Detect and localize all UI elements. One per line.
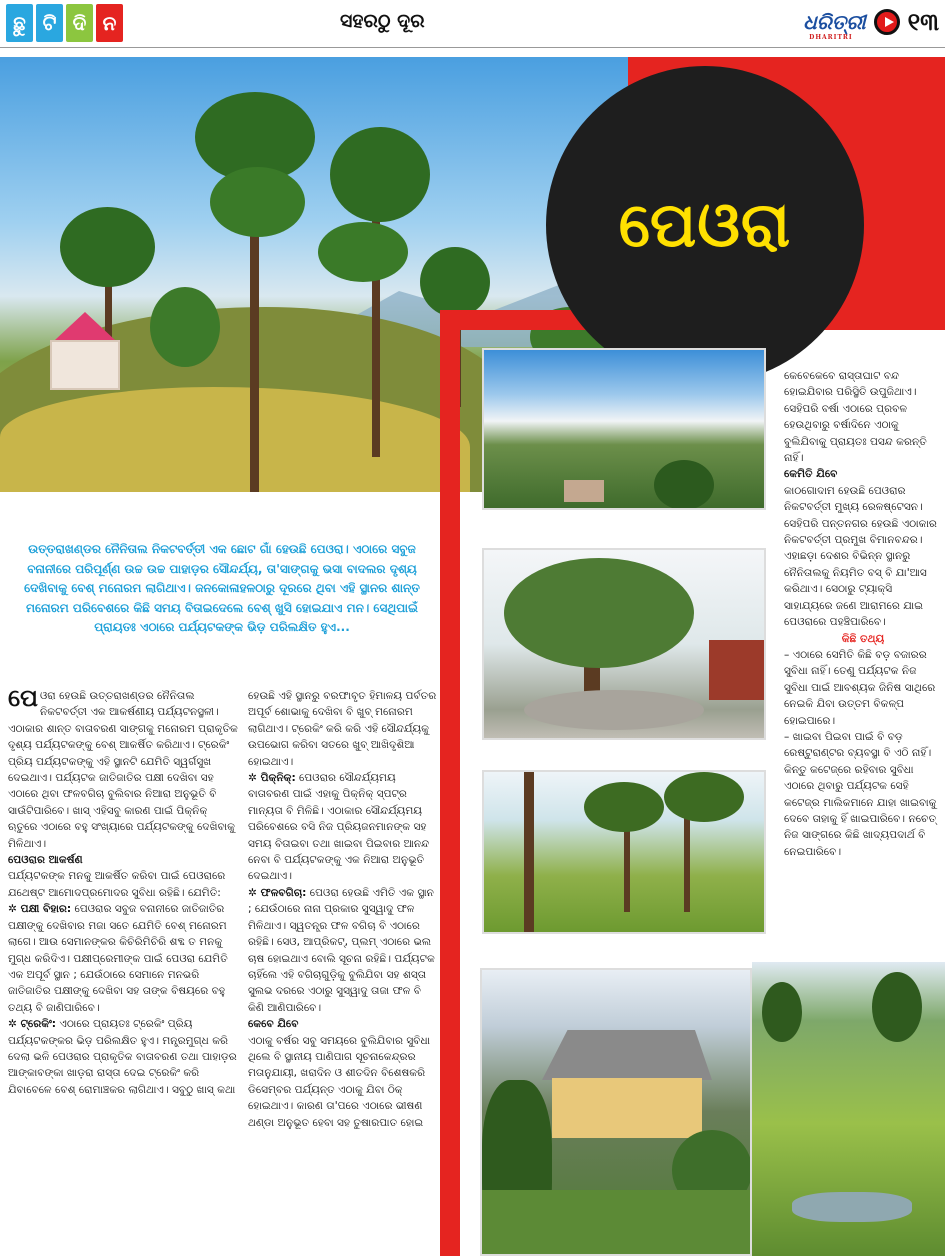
col2-paragraph-4: ଏଠାକୁ ବର୍ଷର ସବୁ ସମୟରେ ବୁଲିଯିବାର ସୁବିଧା ଥିଲେ ବି ସ୍ଥାନୀୟ ପାଣିପାଗ ସୂଚନାକେନ୍ଦ୍ରର ମତାନୁଯାୟୀ, ଖରାଦିନ ଓ ଶୀତଦିନ ବିଶେଷକରି ଡିସେମ୍ବର ପର୍ଯ୍ୟନ୍ତ ଏଠାକୁ ଯିବା ଠିକ୍ ହୋଇଥାଏ। କାରଣ ତା'ପରେ ଏଠାରେ ଭୀଷଣ ଥଣ୍ଡା ଅନୁଭୂତ ହେବା ସହ ତୁଷାରପାତ ହୋଇ (248, 1034, 431, 1129)
col1-paragraph-3: ପେଓରାର ସବୁଜ ବନାନୀରେ ଜାତିଜାତିର ପକ୍ଷୀଙ୍କୁ ଦେଖିବାର ମଜା ସତେ ଯେମିତି ବେଶ୍ ମନୋରମ ଲାଗେ। ଆଉ ସେମାନଙ୍କର କିଚିରିମିଚିରି ଶବ୍ଦ ତ ମନକୁ ମୁଗ୍ଧ କରିଦିଏ। ପକ୍ଷୀପ୍ରେମୀଙ୍କ ପାଇଁ ପେଓରା ଯେମିତି ଏକ ଅପୂର୍ବ ସ୍ଥାନ ; ଯେଉଁଠାରେ ସେମାନେ ମନଭରି ଜାତିଜାତିର ପକ୍ଷୀଙ୍କୁ ଦେଖିବା ସହ ତାଙ୍କ ବିଷୟରେ ବହୁ ତଥ୍ୟ ବି ଜାଣିପାରିବେ। (8, 903, 228, 1014)
temple-illustration (50, 312, 120, 402)
section-letter-3: ଦି (66, 4, 93, 42)
column-1 (8, 684, 240, 1098)
col3-paragraph-3: – ଏଠାରେ ସେମିତି କିଛି ବଡ଼ ବଜାରର ସୁବିଧା ନାହିଁ। ତେଣୁ ପର୍ଯ୍ୟଟକ ନିଜ ସୁବିଧା ପାଇଁ ଆବଶ୍ୟକ ଜିନିଷ ସାଥିରେ ନେଇକି ଯିବା ଉତ୍ତମ ବିକଳ୍ପ ହୋଇପାରେ। (784, 648, 936, 727)
col1-paragraph-2: ପର୍ଯ୍ୟଟକଙ୍କ ମନକୁ ଆକର୍ଷିତ କରିବା ପାଇଁ ପେଓରାରେ ଯଥେଷ୍ଟ ଆମୋଦପ୍ରମୋଦର ସୁବିଧା ରହିଛି। ଯେମିତି: (8, 870, 226, 899)
heading-trekking: ✲ ଟ୍ରେକିଂ: (8, 1018, 57, 1031)
col2-paragraph-1: ହେଉଛି ଏହି ସ୍ଥାନରୁ ବରଫାବୃତ ହିମାଳୟ ପର୍ବତର ଅପୂର୍ବ ଶୋଭାକୁ ଦେଖିବା ବି ଖୁବ୍ ମନୋରମ ଲାଗିଥାଏ। ଟ୍ରେକିଂ କରି କରି ଏହି ସୌନ୍ଦର୍ଯ୍ୟକୁ ଉପଭୋଗ କରିବା ସତରେ ଖୁବ୍ ଆଖିଦୃଶିଆ ହୋଇଥାଏ। (248, 690, 437, 768)
heading-orchards: ✲ ଫଳବଗିଚା: (248, 886, 307, 899)
col3-paragraph-1: କେବେକେବେ ରାସ୍ତାଘାଟ ବନ୍ଦ ହୋଇଯିବାର ପରିସ୍ଥିତି ଉପୁଜିଥାଏ। ସେହିପରି ବର୍ଷା ଏଠାରେ ପ୍ରବଳ ହେଉଥିବାରୁ ବର୍ଷାଦିନେ ଏଠାକୁ ବୁଲିଯିବାକୁ ପ୍ରାୟତଃ ପସନ୍ଦ କରନ୍ତି ନାହିଁ। (784, 370, 927, 465)
intro-text: ଉତ୍ତରାଖଣ୍ଡର ନୈନିତାଲ ନିକଟବର୍ତ୍ତୀ ଏକ ଛୋଟ ଗାଁ ହେଉଛି ପେଓରା। ଏଠାରେ ସବୁଜ ବନାନୀରେ ପରିପୂର୍ଣ୍ଣ ଉଚ୍ଚ ଉଚ୍ଚ ପାହାଡ଼ର ସୌନ୍ଦର୍ଯ୍ୟ, ତା'ସାଙ୍ଗକୁ ଭସା ବାଦଲର ଦୃଶ୍ୟ ଦେଖିବାକୁ ବେଶ୍ ମନୋରମ ଲାଗିଥାଏ। ଜନକୋଳାହଳଠାରୁ ଦୂରରେ ଥିବା ଏହି ସ୍ଥାନର ଶାନ୍ତ ମନୋରମ ପରିବେଶରେ କିଛି ସମୟ ବିତାଇଦେଲେ ବେଶ୍ ଖୁସି ହୋଇଯାଏ ମନ। ସେଥିପାଇଁ ପ୍ରାୟତଃ ଏଠାରେ ପର୍ଯ୍ୟଟକଙ୍କ ଭିଡ଼ ପରିଲକ୍ଷିତ ହୁଏ... (24, 542, 420, 634)
article-title: ପେଓରା (618, 188, 792, 261)
heading-facts: କିଛି ତଥ୍ୟ (841, 632, 885, 645)
heading-picnic: ✲ ପିକ୍ନିକ୍: (248, 772, 296, 785)
col1-paragraph-4: ଏଠାରେ ପ୍ରାୟତଃ ଟ୍ରେକିଂ ପ୍ରିୟ ପର୍ଯ୍ୟଟକଙ୍କର ଭିଡ଼ ପରିଲକ୍ଷିତ ହୁଏ। ମନ୍ତ୍ରମୁଗ୍ଧ କରି ଦେଲା ଭଳି ପେଓରାର ପ୍ରାକୃତିକ ବାତାବରଣ ତଥା ପାହାଡ଼ର ଆଙ୍କାବଙ୍କା ଖାଡ଼ରା ରାସ୍ତା ଦେଇ ଟ୍ରେକିଂ କରି ଯିବାବେଳେ ବେଶ୍ ରୋମାଞ୍ଚକର ଲାଗିଥାଏ। ସବୁଠୁ ଖାସ୍ କଥା (8, 1018, 237, 1096)
brand-subtitle: DHARITRI (809, 34, 853, 41)
masthead (803, 4, 939, 40)
heading-attractions: ପେଓରାର ଆକର୍ଷଣ (8, 854, 83, 867)
pine-forest-photo (482, 770, 766, 934)
cottage-photo (480, 968, 752, 1256)
section-name (6, 4, 123, 42)
title-circle (546, 66, 864, 384)
page-number: ୧୩ (907, 8, 939, 36)
col2-paragraph-3: ପେଓରା ହେଉଛି ଏମିତି ଏକ ସ୍ଥାନ ; ଯେଉଁଠାରେ ନାନା ପ୍ରକାର ସୁସ୍ୱାଦୁ ଫଳ ମିଳିଥାଏ। ସ୍ୱତନ୍ତ୍ର ଫଳ ବଗିଚା ବି ଏଠାରେ ରହିଛି। ସେଓ, ଆପ୍ରିକଟ୍, ପ୍ଲମ୍ ଏଠାରେ ଭଲ ଚାଷ ହୋଇଥାଏ ବୋଲି ସୂଚନା ରହିଛି। ପର୍ଯ୍ୟଟକ ଚାହିଁଲେ ଏହି ବଗିଚାଗୁଡ଼ିକୁ ବୁଲିଯିବା ସହ ଶସ୍ତା ସୁଲଭ ଦରରେ ଏଠାରୁ ସୁସ୍ୱାଦୁ ତାଜା ଫଳ ବି କିଣି ଆଣିପାରିବେ। (248, 886, 435, 1014)
column-3 (784, 368, 942, 860)
brand-name: ଧରିତ୍ରୀ (803, 10, 866, 34)
section-letter-4: ନ (96, 4, 123, 42)
terraced-hills-photo (752, 962, 945, 1256)
heading-how-to-go: କେମିତି ଯିବେ (784, 468, 838, 481)
play-icon (874, 9, 900, 35)
page-header (0, 0, 945, 48)
chestnut-tree-photo (482, 548, 766, 740)
col3-paragraph-4: – ଖାଇବା ପିଇବା ପାଇଁ ବି ବଡ଼ ରେଷ୍ଟୁରାଣ୍ଟର ବ୍ୟବସ୍ଥା ବି ଏଠି ନାହିଁ। କିନ୍ତୁ କଟେଜ୍ରେ ରହିବାର ସୁବିଧା ଏଠାରେ ଥିବାରୁ ପର୍ଯ୍ୟଟକ ସେହି କଟେଜ୍ର ମାଲିକମାନେ ଯାହା ଖାଇବାକୁ ଦେବେ ତାହାକୁ ହିଁ ଖାଇପାରିବେ। ନଚେତ୍ ନିଜ ସାଙ୍ଗରେ କିଛି ଖାଦ୍ୟପଦାର୍ଥ ବି ନେଇପାରିବେ। (784, 730, 937, 858)
col1-paragraph-1: ଓରା ହେଉଛି ଉତ୍ତରାଖଣ୍ଡର ନୈନିତାଲ ନିକଟବର୍ତ୍ତୀ ଏକ ଆକର୍ଷଣୀୟ ପର୍ଯ୍ୟଟନସ୍ଥଳୀ। ଏଠାକାର ଶାନ୍ତ ବାତାବରଣ ସାଙ୍ଗକୁ ମନୋରମ ପ୍ରାକୃତିକ ଦୃଶ୍ୟ ପର୍ଯ୍ୟଟକଙ୍କୁ ବେଶ୍ ଆକର୍ଷିତ କରିଥାଏ। ଟ୍ରେକିଂ ପ୍ରିୟ ପର୍ଯ୍ୟଟକଙ୍କୁ ଏହି ସ୍ଥାନଟି ଯେମିତି ସ୍ୱର୍ଗସୁଖ ଦେଇଥାଏ। ପର୍ଯ୍ୟଟକ ଜାତିଜାତିର ପକ୍ଷୀ ଦେଖିବା ସହ ଏଠାରେ ଥିବା ଫଳବଗିଚା ବୁଲିବାର ନିଆରା ଅନୁଭୂତି ବି ସାଉଁଟିପାରିବେ। ଖାସ୍ ଏହିସବୁ କାରଣ ପାଇଁ ପିକ୍ନିକ୍ ଋତୁରେ ଏଠାରେ ବହୁ ସଂଖ୍ୟାରେ ପର୍ଯ୍ୟଟକଙ୍କୁ ଦେଖିବାକୁ ମିଳିଥାଏ। (8, 690, 238, 850)
col3-paragraph-2: କାଠଗୋଦାମ ହେଉଛି ପେଓରାର ନିକଟବର୍ତ୍ତୀ ମୁଖ୍ୟ ରେଳଷ୍ଟେସନ। ସେହିପରି ପନ୍ତନଗର ହେଉଛି ଏଠାକାର ନିକଟବର୍ତ୍ତୀ ପ୍ରମୁଖ ବିମାନବନ୍ଦର। ଏହାଛଡ଼ା ଦେଶର ବିଭିନ୍ନ ସ୍ଥାନରୁ ନୈନିତାଲକୁ ନିୟମିତ ବସ୍ ବି ଯା'ଆସ କରିଥାଏ। ସେଠାରୁ ଟ୍ୟାକ୍ସି ସାହାଯ୍ୟରେ ଜଣେ ଆରାମରେ ଯାଇ ପେଓରାରେ ପହଞ୍ଚିପାରିବେ। (784, 484, 937, 629)
valley-photo (482, 348, 766, 510)
brand-logo (803, 10, 866, 41)
col2-paragraph-2: ପେଓରାର ସୌନ୍ଦର୍ଯ୍ୟମୟ ବାତାବରଣ ପାଇଁ ଏହାକୁ ପିକ୍ନିକ୍ ସ୍ପଟ୍ର ମାନ୍ୟତା ବି ମିଳିଛି। ଏଠାକାର ସୌନ୍ଦର୍ଯ୍ୟମୟ ପରିବେଶରେ ବସି ନିଜ ପ୍ରିୟଜନମାନଙ୍କ ସହ ସମୟ ବିତାଇବା ତଥା ଖାଇବା ପିଇବାର ଆନନ୍ଦ ନେବା ବି ପର୍ଯ୍ୟଟକଙ୍କୁ ଏକ ନିଆରା ଅନୁଭୂତି ଦେଇଥାଏ। (248, 772, 430, 883)
heading-bird-watching: ✲ ପକ୍ଷୀ ବିହାର: (8, 903, 72, 916)
red-bar-vertical (440, 310, 460, 1256)
drop-cap: ପେ (8, 684, 38, 712)
section-letter-1: ଛୁ (6, 4, 33, 42)
column-2 (248, 688, 438, 1131)
series-title: ସହରଠୁ ଦୂର (340, 10, 425, 32)
heading-when-to-go: କେବେ ଯିବେ (248, 1018, 299, 1031)
section-letter-2: ଟି (36, 4, 63, 42)
